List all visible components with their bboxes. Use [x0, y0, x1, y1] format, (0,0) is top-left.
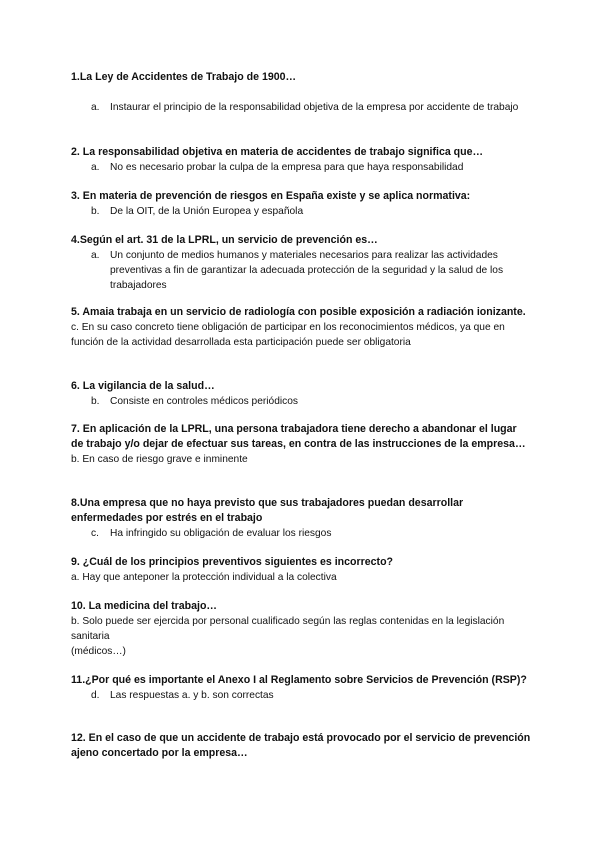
answer: [71, 100, 531, 115]
question-title: 5. Amaia trabaja en un servicio de radiología con posible exposición a radiación ionizante.: [71, 306, 526, 318]
question-title: 4.Según el art. 31 de la LPRL, un servicio de prevención es…: [71, 234, 378, 246]
question-title: 3. En materia de prevención de riesgos en España existe y se aplica normativa:: [71, 190, 471, 202]
answer: [71, 526, 531, 541]
question-2: [71, 145, 531, 175]
answer-note: (médicos…): [71, 646, 126, 657]
question-title: 11.¿Por qué es importante el Anexo I al Reglamento sobre Servicios de Prevención (RSP)?: [71, 674, 527, 686]
question-title: 12. En el caso de que un accidente de trabajo está provocado por el servicio de prevención ajeno concertado por la empresa…: [71, 732, 531, 759]
question-3: [71, 189, 531, 219]
answer-text: Consiste en controles médicos periódicos: [110, 396, 298, 407]
answer-text: No es necesario probar la culpa de la empresa para que haya responsabilidad: [110, 162, 464, 173]
question-1: [71, 70, 531, 115]
question-5: [71, 305, 531, 350]
question-title: 8.Una empresa que no haya previsto que sus trabajadores puedan desarrollar enfermedades por estrés en el trabajo: [71, 497, 464, 524]
answer-letter: d.: [91, 690, 100, 701]
question-8: [71, 496, 531, 541]
answer-text: Las respuestas a. y b. son correctas: [110, 690, 274, 701]
answer: [71, 688, 531, 703]
question-title: 2. La responsabilidad objetiva en materia de accidentes de trabajo significa que…: [71, 146, 484, 158]
question-title: 6. La vigilancia de la salud…: [71, 380, 215, 392]
answer-text: c. En su caso concreto tiene obligación de participar en los reconocimientos médicos, ya que en función de la actividad desarrollada esta participación puede ser obligatoria: [71, 322, 505, 348]
answer-letter: b.: [91, 206, 100, 217]
question-12: [71, 731, 531, 761]
answer-letter: a.: [91, 250, 100, 261]
question-title: 10. La medicina del trabajo…: [71, 600, 218, 612]
answer-text: b. En caso de riesgo grave e inminente: [71, 454, 248, 465]
answer-text: a. Hay que anteponer la protección individual a la colectiva: [71, 572, 337, 583]
answer: [71, 248, 531, 293]
question-title: 7. En aplicación de la LPRL, una persona trabajadora tiene derecho a abandonar el lugar de trabajo y/o dejar de efectuar sus tareas, en contra de las instrucciones de la empresa…: [71, 423, 526, 450]
answer: [71, 394, 531, 409]
answer-text: Instaurar el principio de la responsabilidad objetiva de la empresa por accidente de trabajo: [110, 102, 519, 113]
question-6: [71, 379, 531, 409]
question-title: 9. ¿Cuál de los principios preventivos siguientes es incorrecto?: [71, 556, 394, 568]
answer-text: b. Solo puede ser ejercida por personal cualificado según las reglas contenidas en la legislación sanitaria: [71, 616, 505, 642]
question-4: [71, 233, 531, 293]
answer-letter: a.: [91, 102, 100, 113]
answer: [71, 204, 531, 219]
question-11: [71, 673, 531, 703]
answer-text: De la OIT, de la Unión Europea y española: [110, 206, 304, 217]
answer: [71, 160, 531, 175]
answer-text: Un conjunto de medios humanos y materiales necesarios para realizar las actividades preventivas a fin de garantizar la adecuada protección de la seguridad y la salud de los trabajadores: [110, 250, 504, 291]
question-10: [71, 599, 531, 659]
question-7: [71, 422, 531, 467]
answer-letter: a.: [91, 162, 100, 173]
question-9: [71, 555, 531, 585]
answer-letter: c.: [91, 528, 99, 539]
question-title: 1.La Ley de Accidentes de Trabajo de 1900…: [71, 71, 297, 83]
answer-text: Ha infringido su obligación de evaluar los riesgos: [110, 528, 332, 539]
answer-letter: b.: [91, 396, 100, 407]
